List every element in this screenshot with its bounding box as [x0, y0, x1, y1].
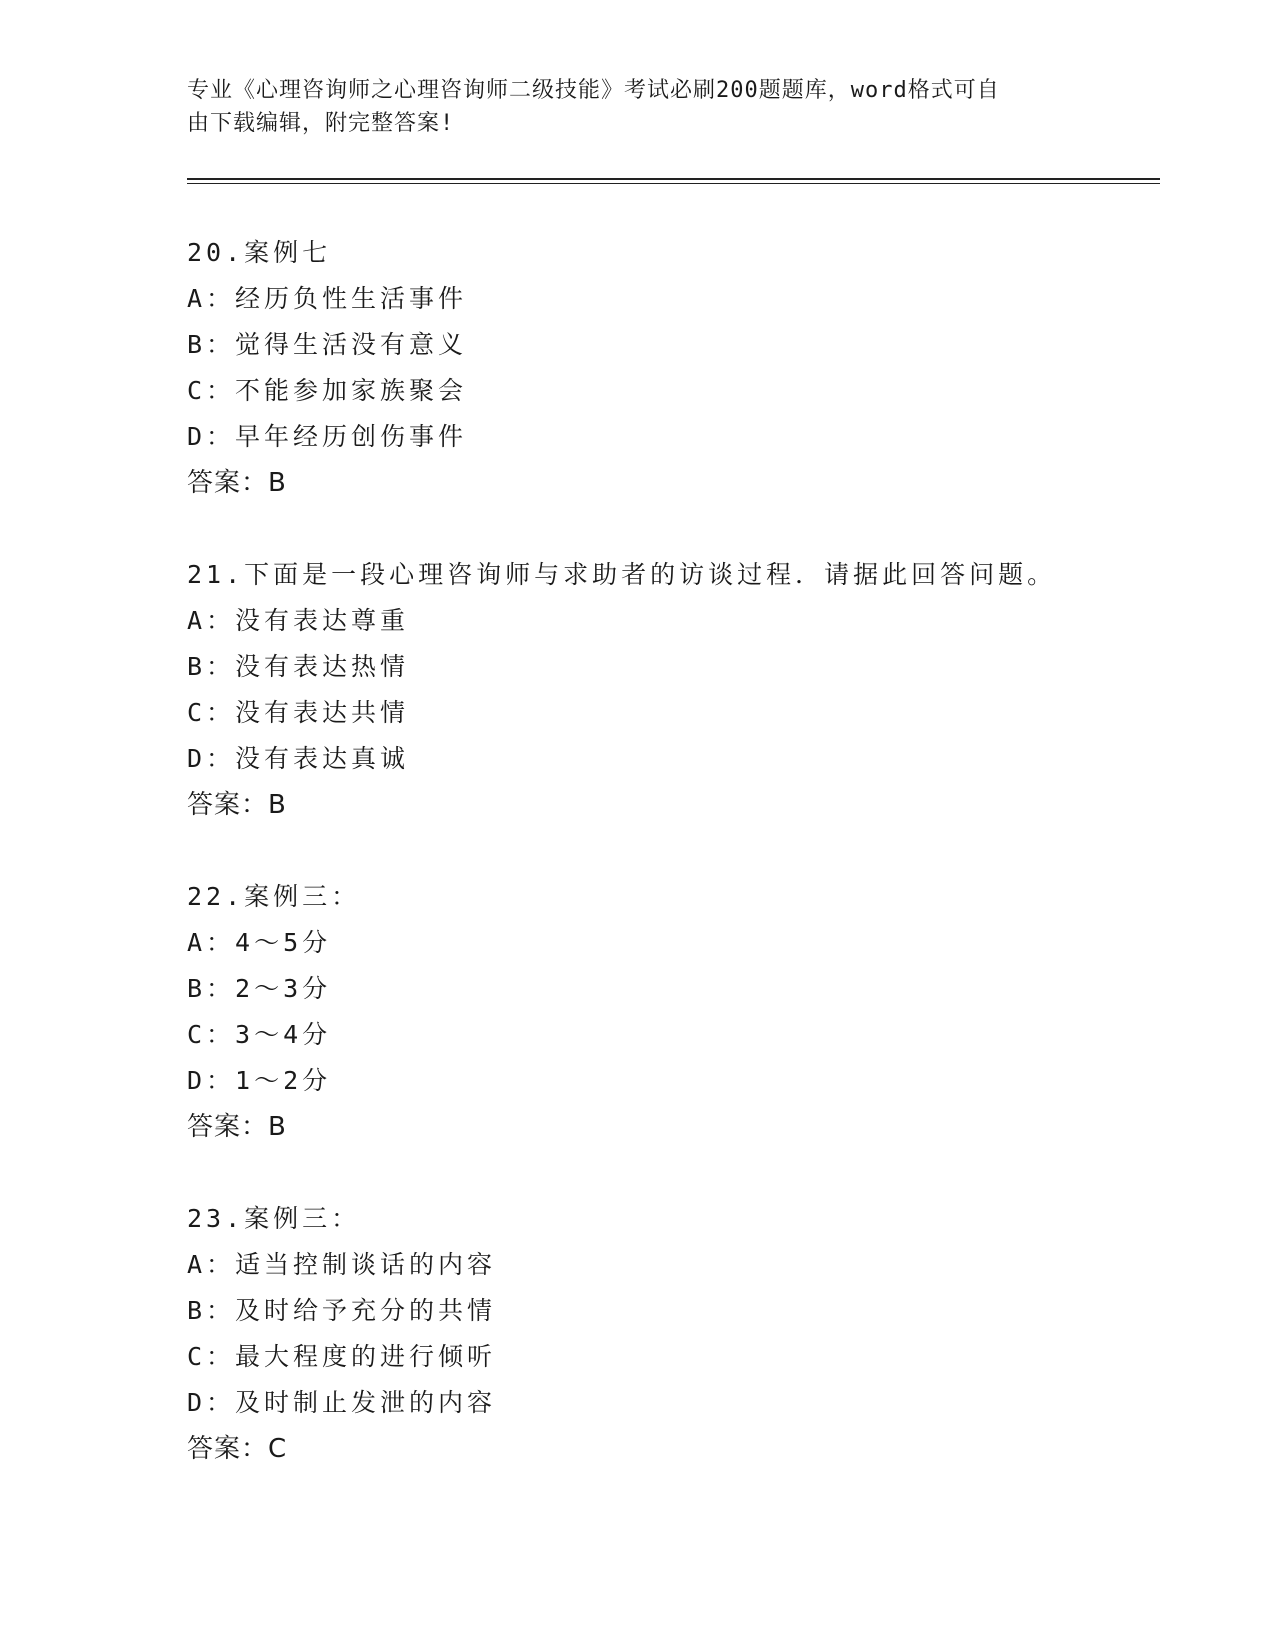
option-b: B：及时给予充分的共情	[187, 1296, 497, 1325]
option-b: B：觉得生活没有意义	[187, 330, 468, 359]
option-d: D：没有表达真诚	[187, 744, 410, 773]
option-a: A：没有表达尊重	[187, 606, 410, 635]
header-line-1: 专业《心理咨询师之心理咨询师二级技能》考试必刷200题题库，word格式可自	[187, 78, 1000, 103]
question-stem: 21.下面是一段心理咨询师与求助者的访谈过程．请据此回答问题。	[187, 560, 1057, 589]
question-stem: 23.案例三：	[187, 1204, 361, 1233]
question-22	[187, 874, 1187, 1150]
option-c: C：最大程度的进行倾听	[187, 1342, 497, 1371]
option-b: B：没有表达热情	[187, 652, 410, 681]
option-b: B：2～3分	[187, 974, 332, 1003]
answer: 答案：B	[187, 1112, 287, 1142]
option-d: D：早年经历创伤事件	[187, 422, 468, 451]
answer: 答案：B	[187, 468, 287, 498]
option-a: A：4～5分	[187, 928, 332, 957]
question-stem: 22.案例三：	[187, 882, 361, 911]
option-d: D：及时制止发泄的内容	[187, 1388, 497, 1417]
option-a: A：经历负性生活事件	[187, 284, 468, 313]
document-header	[187, 74, 1067, 140]
answer: 答案：C	[187, 1434, 288, 1464]
answer: 答案：B	[187, 790, 287, 820]
question-stem: 20.案例七	[187, 238, 332, 267]
option-c: C：3～4分	[187, 1020, 332, 1049]
option-c: C：没有表达共情	[187, 698, 410, 727]
question-20	[187, 230, 1187, 506]
header-line-2: 由下载编辑，附完整答案!	[187, 111, 455, 136]
header-divider-thin	[187, 183, 1160, 184]
option-a: A：适当控制谈话的内容	[187, 1250, 497, 1279]
option-d: D：1～2分	[187, 1066, 332, 1095]
question-23	[187, 1196, 1187, 1472]
question-21	[187, 552, 1187, 828]
header-divider-thick	[187, 178, 1160, 180]
option-c: C：不能参加家族聚会	[187, 376, 468, 405]
